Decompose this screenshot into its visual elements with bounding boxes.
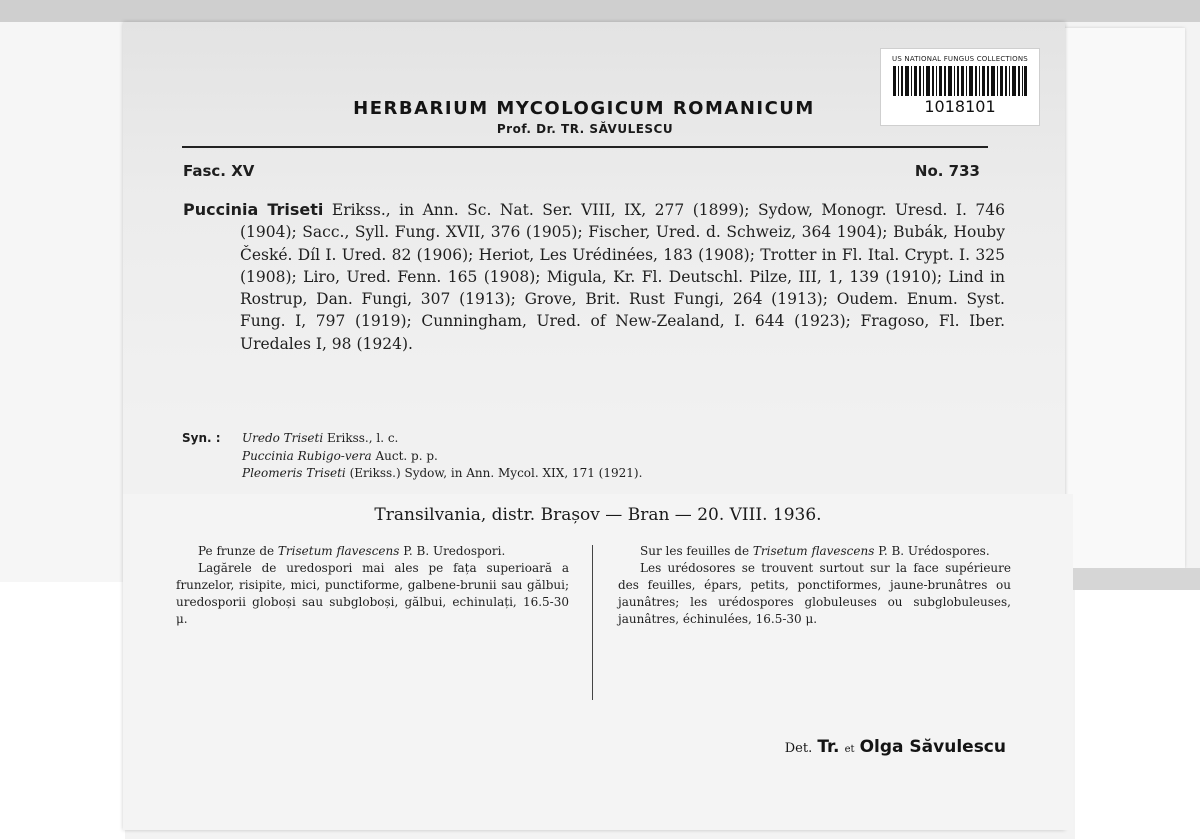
synonym-authority: Erikss., l. c. xyxy=(323,431,399,445)
barcode-caption: US NATIONAL FUNGUS COLLECTIONS xyxy=(892,55,1028,63)
host-text-end: P. B. Urédospores. xyxy=(874,544,990,558)
fascicle-label: Fasc. XV xyxy=(183,162,255,180)
morphology-paragraph: Les urédosores se trouvent surtout sur la face supérieure des feuilles, épars, petits, ponctiformes, jaune-brunâtres ou jaunâtres; les urédospores globuleuses ou subglobuleuses, jaunâtres, échinulées, 16.5-30 μ. xyxy=(618,561,1011,626)
synonym-name: Puccinia Rubigo-vera xyxy=(242,448,372,463)
scan-backdrop-right-band xyxy=(1060,568,1200,590)
host-species: Trisetum flavescens xyxy=(752,544,875,558)
determiner-conjunction: et xyxy=(844,744,855,755)
column-divider xyxy=(592,545,593,700)
host-species: Trisetum flavescens xyxy=(277,544,400,558)
synonym-name: Uredo Triseti xyxy=(242,431,324,445)
morphology-paragraph: Lagărele de uredospori mai ales pe fața superioară a frunzelor, risipite, mici, punctiforme, galbene-brunii sau gălbui; uredosporii globoși sau subgloboși, gălbui, echinulați, 16.5-30 μ. xyxy=(176,561,569,626)
description-romanian xyxy=(176,543,569,628)
synonyms-list xyxy=(242,430,962,483)
citation-text: Erikss., in Ann. Sc. Nat. Ser. VIII, IX, 277 (1899); Sydow, Monogr. Uresd. I. 746 (1904); Sacc., Syll. Fung. XVII, 376 (1905); Fischer, Ured. d. Schweiz, 364 1904); Bubák, Houby České. Díl I. Ured. 82 (1906); Heriot, Les Urédinées, 183 (1908); Trotter in Fl. Ital. Crypt. I. 325 (1908); Liro, Ured. Fenn. 165 (1908); Migula, Kr. Fl. Deutschl. Pilze, III, 1, 139 (1910); Lind in Rostrup, Dan. Fungi, 307 (1913); Grove, Brit. Rust Fungi, 264 (1913); Oudem. Enum. Syst. Fung. I, 797 (1919); Cunningham, Ured. of New-Zealand, I. 644 (1923); Fragoso, Fl. Iber. Uredales I, 98 (1924). xyxy=(240,201,1005,353)
scan-backdrop-bottom-left xyxy=(0,582,125,839)
barcode-icon xyxy=(893,66,1027,96)
synonym-authority: Auct. p. p. xyxy=(371,448,438,463)
synonym-item xyxy=(242,430,962,448)
det-label: Det. xyxy=(784,741,813,756)
species-name: Puccinia Triseti xyxy=(183,200,324,219)
host-text: Pe frunze de xyxy=(198,544,278,558)
herbarium-subtitle: Prof. Dr. TR. SĂVULESCU xyxy=(496,122,674,136)
specimen-number: No. 733 xyxy=(914,162,980,180)
synonym-item xyxy=(242,465,962,483)
synonym-item xyxy=(242,448,962,466)
scan-backdrop-left xyxy=(0,22,125,582)
determiner-name-1: Tr. xyxy=(817,737,840,757)
host-text: Sur les feuilles de xyxy=(640,544,753,558)
description-french xyxy=(618,543,1011,628)
synonym-authority: (Erikss.) Sydow, in Ann. Mycol. XIX, 171 (1921). xyxy=(345,466,643,480)
synonym-name: Pleomeris Triseti xyxy=(242,466,346,480)
scan-backdrop-top xyxy=(0,0,1200,22)
barcode-number: 1018101 xyxy=(924,97,996,116)
collection-locality: Transilvania, distr. Brașov — Bran — 20. VIII. 1936. xyxy=(374,505,822,525)
determiner-line xyxy=(640,737,1006,757)
host-paragraph xyxy=(618,543,1011,560)
determiner-name-2: Olga Săvulescu xyxy=(859,737,1006,757)
scan-backdrop-bottom-right xyxy=(1075,590,1200,839)
synonyms-label: Syn. : xyxy=(182,431,221,445)
scan-backdrop-right-sheet xyxy=(1060,28,1185,568)
header-rule xyxy=(182,146,988,148)
barcode-sticker xyxy=(880,48,1040,126)
herbarium-title: HERBARIUM MYCOLOGICUM ROMANICUM xyxy=(353,98,815,119)
species-citation xyxy=(183,199,1005,355)
host-text-end: P. B. Uredospori. xyxy=(399,544,506,558)
host-paragraph xyxy=(176,543,569,560)
